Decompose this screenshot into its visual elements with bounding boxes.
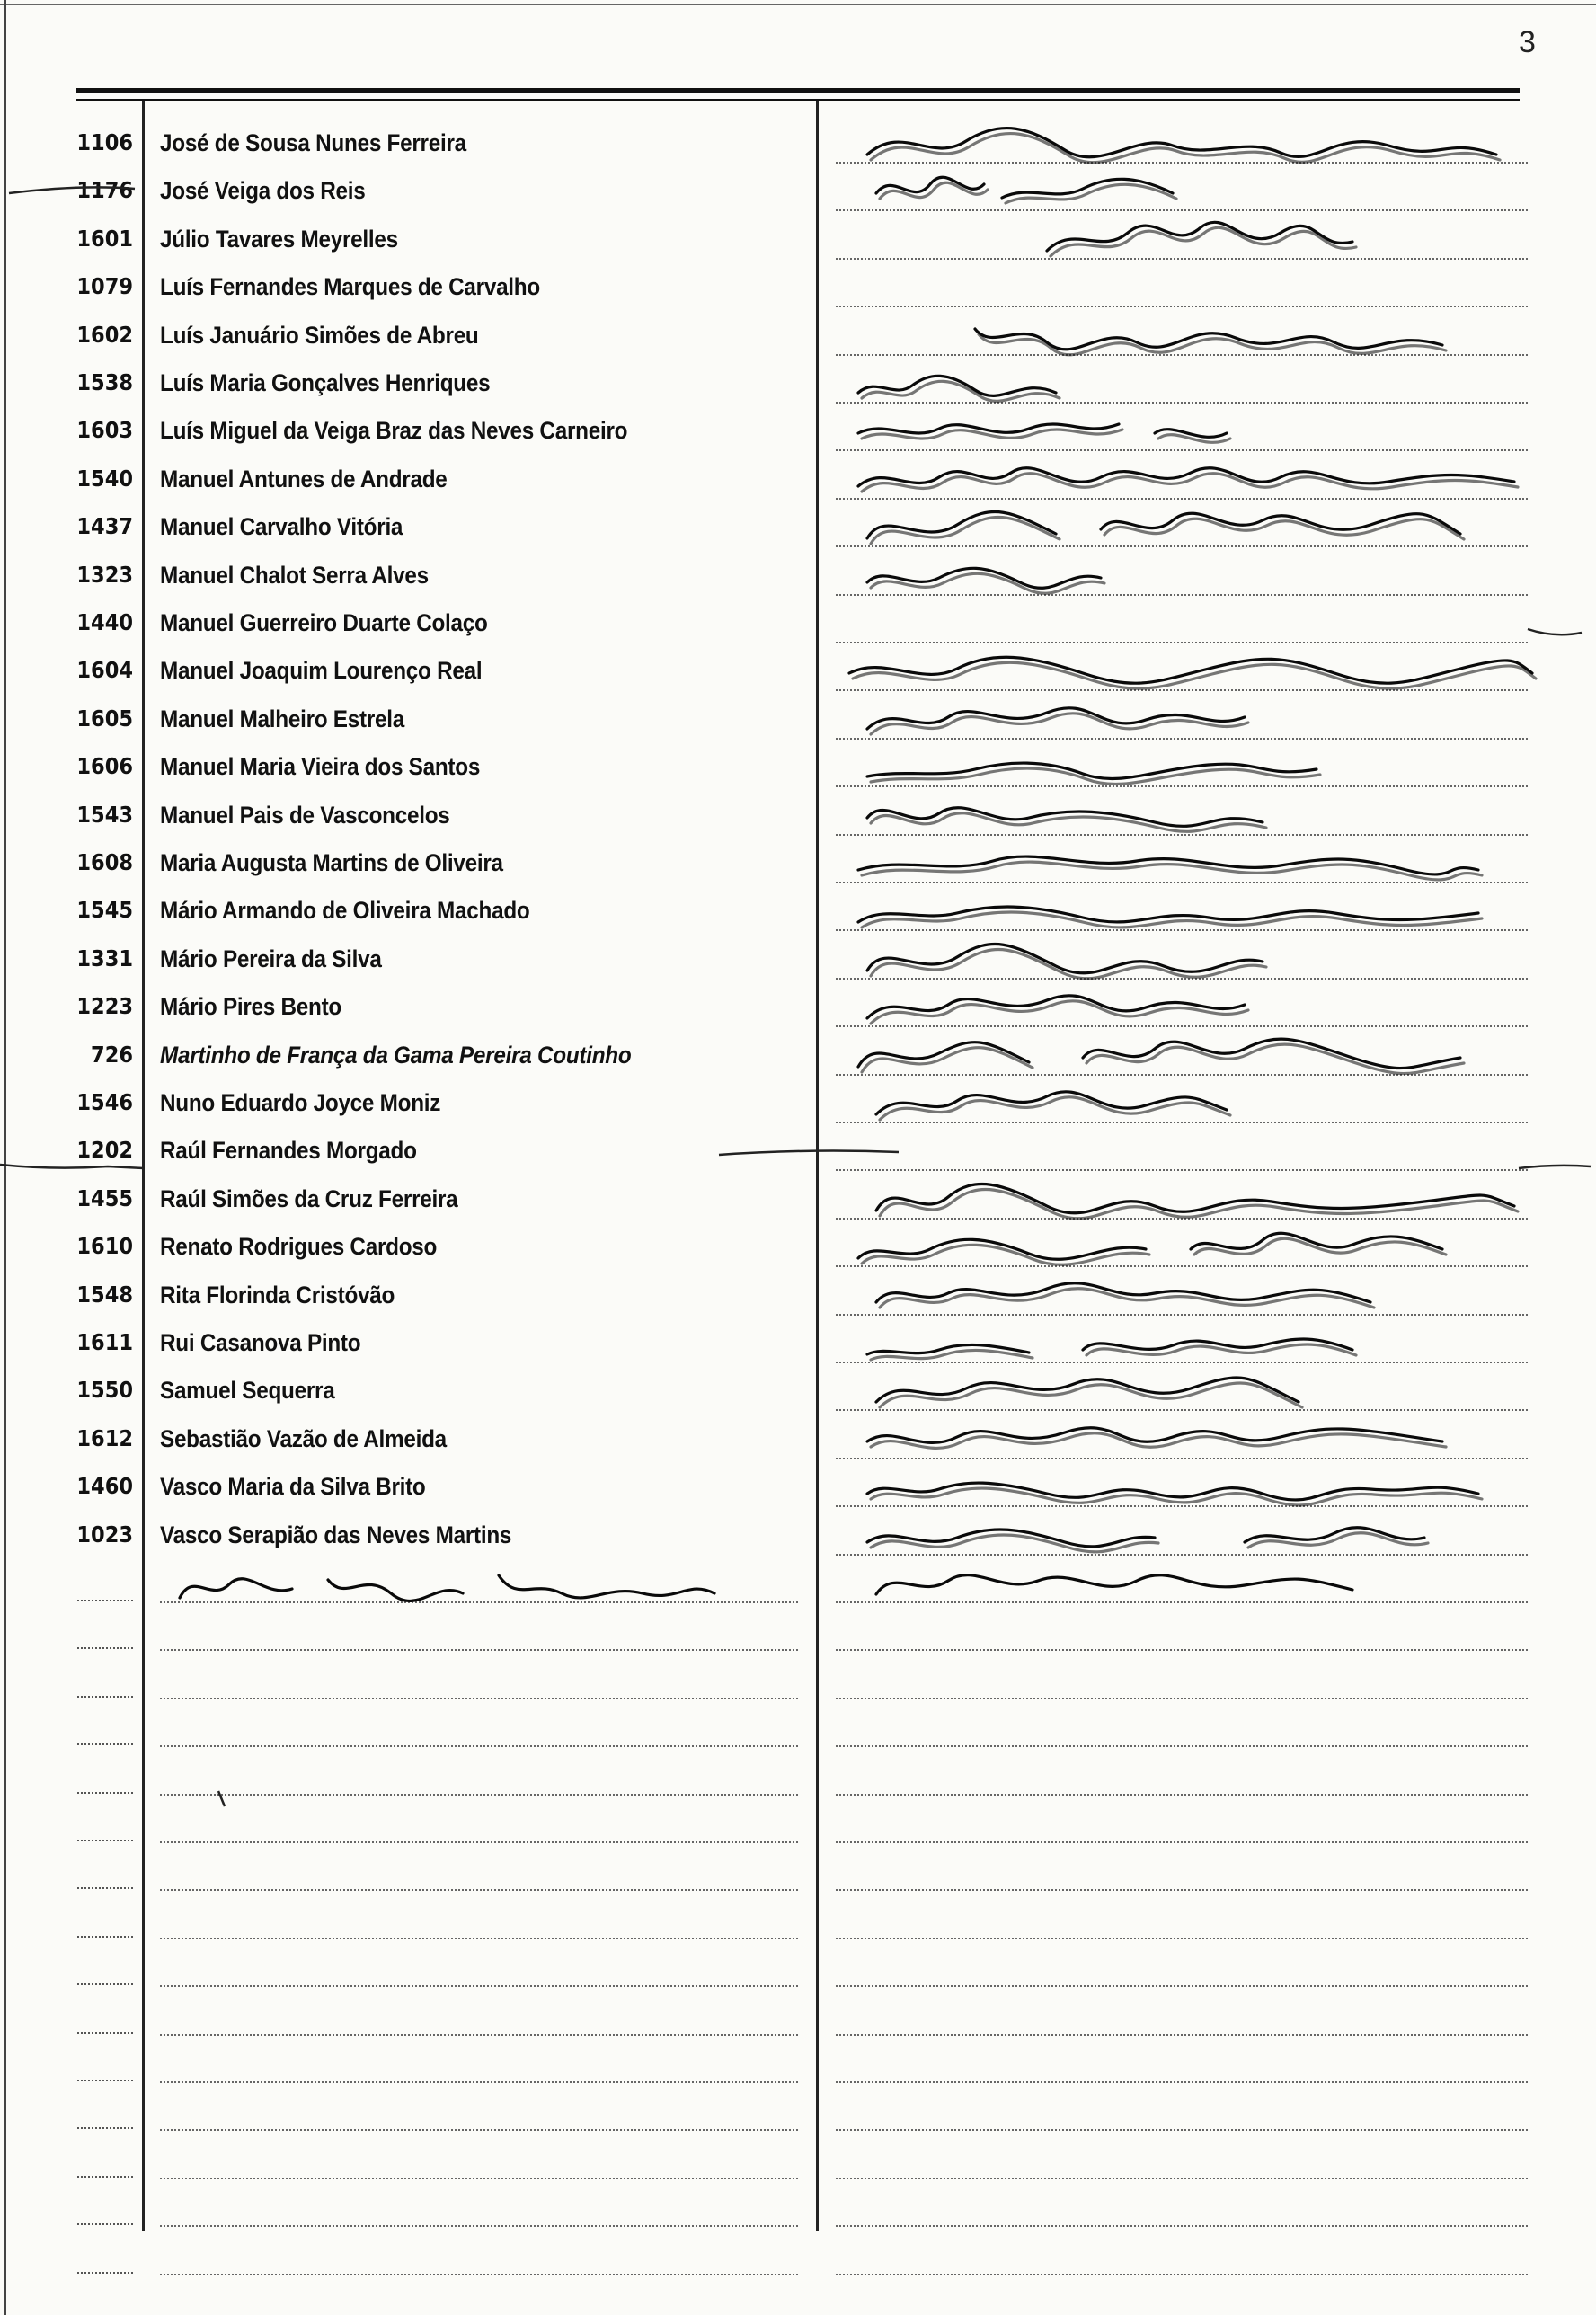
- entry-name: Luís Maria Gonçalves Henriques: [160, 369, 491, 396]
- entry-number: 1543: [76, 801, 133, 828]
- register-entry: [0, 1086, 1596, 1133]
- name-dotted-line: [160, 2129, 798, 2131]
- handwritten-signature: [849, 1271, 1532, 1321]
- number-dotted-line: [77, 1983, 133, 1985]
- entry-number: 1603: [76, 417, 133, 444]
- entry-name: Samuel Sequerra: [160, 1377, 335, 1405]
- entry-number: 1331: [76, 945, 133, 971]
- blank-row: [0, 2093, 1596, 2141]
- entry-number: 1106: [76, 129, 133, 155]
- signature-line: [836, 1889, 1528, 1891]
- entry-number: 1460: [76, 1473, 133, 1500]
- entry-number: 1538: [76, 369, 133, 395]
- entry-name: Manuel Maria Vieira dos Santos: [160, 753, 481, 781]
- handwritten-signature: [849, 1558, 1532, 1609]
- number-dotted-line: [77, 1887, 133, 1889]
- blank-row: [0, 1853, 1596, 1901]
- blank-row: [0, 1949, 1596, 1997]
- signature-line: [836, 1841, 1528, 1843]
- number-dotted-line: [77, 2223, 133, 2225]
- entry-name: Manuel Pais de Vasconcelos: [160, 801, 450, 829]
- entry-name: Rita Florinda Cristóvão: [160, 1281, 395, 1308]
- handwritten-signature: [849, 742, 1532, 793]
- name-dotted-line: [160, 1985, 798, 1987]
- entry-number: 1601: [76, 225, 133, 252]
- entry-number: 1550: [76, 1377, 133, 1404]
- handwritten-signature: [849, 406, 1532, 457]
- number-dotted-line: [77, 2080, 133, 2081]
- signature-line: [836, 2178, 1528, 2179]
- number-dotted-line: [77, 2176, 133, 2178]
- entry-number: 1611: [76, 1329, 133, 1355]
- blank-row: [0, 1758, 1596, 1805]
- entry-number: 1548: [76, 1281, 133, 1308]
- entry-name: Manuel Chalot Serra Alves: [160, 561, 429, 589]
- entry-name: Luís Miguel da Veiga Braz das Neves Carneiro: [160, 417, 628, 445]
- entry-number: 1202: [76, 1137, 133, 1164]
- handwritten-entry: [0, 1566, 1596, 1613]
- register-entry: [0, 222, 1596, 270]
- signature-line: [836, 1794, 1528, 1796]
- entry-name: Sebastião Vazão de Almeida: [160, 1424, 447, 1452]
- entry-name: José Veiga dos Reis: [160, 177, 366, 205]
- handwritten-signature: [849, 695, 1532, 745]
- number-dotted-line: [77, 1696, 133, 1698]
- name-dotted-line: [160, 1649, 798, 1651]
- entry-number: 1437: [76, 513, 133, 540]
- handwritten-signature: [849, 215, 1532, 265]
- entry-number: 1610: [76, 1233, 133, 1260]
- entry-number: 1079: [76, 273, 133, 300]
- blank-row: [0, 2045, 1596, 2093]
- entry-number: 1608: [76, 849, 133, 875]
- name-dotted-line: [160, 1698, 798, 1699]
- handwritten-signature: [849, 551, 1532, 601]
- signature-line: [836, 1745, 1528, 1747]
- entry-number: 1540: [76, 465, 133, 492]
- entry-number: 1546: [76, 1089, 133, 1115]
- entry-name: Mário Pereira da Silva: [160, 945, 382, 972]
- entry-number: 1545: [76, 897, 133, 924]
- handwritten-signature: [849, 1031, 1532, 1081]
- number-dotted-line: [77, 1647, 133, 1649]
- entry-name: Vasco Maria da Silva Brito: [160, 1473, 426, 1501]
- blank-row: [0, 1709, 1596, 1757]
- signature-line: [836, 1649, 1528, 1651]
- handwritten-signature: [849, 1078, 1532, 1129]
- header-rule: [76, 88, 1520, 93]
- handwritten-signature: [849, 1415, 1532, 1465]
- name-dotted-line: [160, 2274, 798, 2275]
- signature-line: [836, 2034, 1528, 2036]
- entry-number: 1604: [76, 657, 133, 684]
- entry-name: Maria Augusta Martins de Oliveira: [160, 849, 503, 876]
- signature-line: [836, 2129, 1528, 2131]
- blank-row: [0, 1613, 1596, 1661]
- signature-line: [836, 1698, 1528, 1699]
- entry-number: 1323: [76, 561, 133, 588]
- entry-name: Vasco Serapião das Neves Martins: [160, 1521, 512, 1548]
- entry-name: Rui Casanova Pinto: [160, 1329, 361, 1356]
- page-edge-top: [0, 4, 1596, 5]
- handwritten-signature: [849, 1366, 1532, 1416]
- blank-row: [0, 1805, 1596, 1853]
- signature-line: [836, 1985, 1528, 1987]
- entry-name: Júlio Tavares Meyrelles: [160, 225, 398, 253]
- entry-number: 1176: [76, 177, 133, 204]
- name-dotted-line: [160, 1938, 798, 1939]
- entry-number: 1612: [76, 1424, 133, 1451]
- entry-number: 1605: [76, 705, 133, 732]
- name-dotted-line: [160, 2034, 798, 2036]
- blank-row: [0, 1902, 1596, 1949]
- entry-name: Raúl Fernandes Morgado: [160, 1137, 417, 1165]
- name-dotted-line: [160, 1794, 798, 1796]
- signature-line: [836, 2225, 1528, 2227]
- handwritten-name: [175, 1562, 732, 1609]
- number-dotted-line: [77, 2032, 133, 2034]
- handwritten-signature: [849, 119, 1532, 169]
- register-entry: [0, 558, 1596, 606]
- page-number: 3: [1519, 25, 1536, 59]
- entry-number: 726: [91, 1041, 133, 1068]
- handwritten-signature: [849, 455, 1532, 505]
- handwritten-signature: [849, 502, 1532, 553]
- name-dotted-line: [160, 2178, 798, 2179]
- handwritten-signature: [849, 791, 1532, 841]
- entry-name: Manuel Joaquim Lourenço Real: [160, 657, 483, 685]
- name-dotted-line: [160, 1841, 798, 1843]
- name-dotted-line: [160, 2225, 798, 2227]
- entry-name: Manuel Antunes de Andrade: [160, 465, 448, 492]
- entry-number: 1023: [76, 1521, 133, 1548]
- handwritten-signature: [849, 359, 1532, 409]
- entry-name: Luís Fernandes Marques de Carvalho: [160, 273, 540, 301]
- blank-row: [0, 2238, 1596, 2285]
- entry-name: Mário Pires Bento: [160, 993, 342, 1021]
- handwritten-signature: [849, 311, 1532, 361]
- number-dotted-line: [77, 1792, 133, 1794]
- entry-name: José de Sousa Nunes Ferreira: [160, 129, 466, 156]
- entry-name: Manuel Guerreiro Duarte Colaço: [160, 609, 488, 636]
- signature-line: [836, 306, 1528, 307]
- number-dotted-line: [77, 1743, 133, 1745]
- name-dotted-line: [160, 1745, 798, 1747]
- blank-row: [0, 2189, 1596, 2237]
- entry-name: Luís Januário Simões de Abreu: [160, 321, 479, 349]
- name-dotted-line: [160, 2081, 798, 2083]
- blank-row: [0, 2142, 1596, 2189]
- entry-name: Raúl Simões da Cruz Ferreira: [160, 1184, 458, 1212]
- entry-name: Nuno Eduardo Joyce Moniz: [160, 1089, 441, 1116]
- entry-number: 1602: [76, 321, 133, 348]
- signature-line: [836, 2081, 1528, 2083]
- number-dotted-line: [77, 2127, 133, 2129]
- blank-row: [0, 1662, 1596, 1709]
- handwritten-signature: [849, 935, 1532, 985]
- handwritten-signature: [849, 982, 1532, 1033]
- handwritten-signature: [849, 838, 1532, 889]
- number-dotted-line: [77, 1936, 133, 1938]
- signature-line: [836, 1169, 1528, 1171]
- handwritten-signature: [849, 886, 1532, 936]
- header-rule-thin: [76, 99, 1520, 101]
- signature-line: [836, 1938, 1528, 1939]
- handwritten-signature: [849, 1318, 1532, 1369]
- number-dotted-line: [77, 1840, 133, 1841]
- signature-line: [836, 642, 1528, 643]
- entry-number: 1455: [76, 1184, 133, 1211]
- entry-name: Manuel Carvalho Vitória: [160, 513, 403, 541]
- handwritten-signature: [849, 1462, 1532, 1512]
- entry-number: 1606: [76, 753, 133, 780]
- number-dotted-line: [77, 2272, 133, 2274]
- number-dotted-line: [77, 1600, 133, 1601]
- name-dotted-line: [160, 1889, 798, 1891]
- entry-name: Martinho de França da Gama Pereira Coutinho: [160, 1041, 632, 1069]
- handwritten-signature: [849, 646, 1532, 696]
- entry-name: Renato Rodrigues Cardoso: [160, 1233, 438, 1261]
- signature-line: [836, 2274, 1528, 2275]
- handwritten-signature: [849, 1175, 1532, 1225]
- handwritten-signature: [849, 1222, 1532, 1273]
- entry-name: Manuel Malheiro Estrela: [160, 705, 404, 732]
- entry-number: 1440: [76, 609, 133, 635]
- blank-row: [0, 1998, 1596, 2045]
- entry-number: 1223: [76, 993, 133, 1020]
- handwritten-signature: [849, 1511, 1532, 1561]
- entry-name: Mário Armando de Oliveira Machado: [160, 897, 530, 925]
- handwritten-signature: [849, 166, 1532, 217]
